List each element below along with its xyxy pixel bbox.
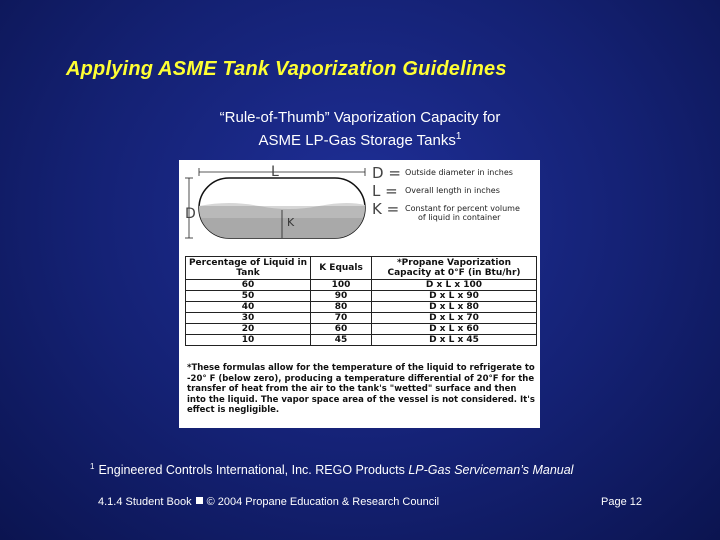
caption-line-2 [140,127,580,150]
figure-caption [140,108,580,150]
cell-formula: D x L x 70 [372,313,537,324]
table-row [186,324,537,335]
cell-percentage: 20 [186,324,311,335]
legend-symbol: D = [372,164,401,182]
caption-footnote-mark: 1 [455,131,462,142]
header-capacity: *Propane Vaporization Capacity at 0°F (in Btu/hr) [372,257,537,280]
cell-formula: D x L x 45 [372,335,537,346]
table-row [186,335,537,346]
table-header-row [186,257,537,280]
label-length: L [271,164,279,180]
table-row [186,313,537,324]
legend-row-l [372,182,540,200]
cell-formula: D x L x 100 [372,280,537,291]
cell-formula: D x L x 60 [372,324,537,335]
table-row [186,280,537,291]
legend-text-line-2: of liquid in container [418,213,501,222]
table-row [186,302,537,313]
diagram-legend [372,164,540,222]
page-number: Page 12 [601,496,642,508]
vaporization-figure [179,160,540,428]
legend-text [405,204,540,222]
footer-copyright: © 2004 Propane Education & Research Council [206,496,440,508]
cell-k: 45 [311,335,372,346]
table-row [186,291,537,302]
legend-text: Overall length in inches [405,186,500,195]
cell-percentage: 30 [186,313,311,324]
cell-percentage: 50 [186,291,311,302]
formula-note: *These formulas allow for the temperature of the liquid to refrigerate to -20° F (below zero), producing a temperature differential of 20°F for the transfer of heat from the air to the tank's "wetted" surface and then into the liquid. The vapor space area of the vessel is not considered. It's effect is negligible. [187,363,535,415]
source-footnote [90,462,573,477]
header-percentage: Percentage of Liquid in Tank [186,257,311,280]
header-k: K Equals [311,257,372,280]
cell-k: 90 [311,291,372,302]
caption-line-2-text: ASME LP-Gas Storage Tanks [258,132,456,149]
footnote-mark: 1 [90,462,95,471]
legend-text: Outside diameter in inches [405,168,513,177]
legend-row-d [372,164,540,182]
caption-line-1: “Rule-of-Thumb” Vaporization Capacity for [219,109,501,126]
label-diameter: D [185,206,196,222]
bullet-square-icon [196,497,203,504]
legend-text-line-1: Constant for percent volume [405,204,520,213]
footnote-text: Engineered Controls International, Inc. REGO Products [98,463,409,478]
footnote-book-title: LP-Gas Serviceman’s Manual [408,463,574,478]
cell-k: 80 [311,302,372,313]
cell-percentage: 10 [186,335,311,346]
label-k: K [287,216,295,229]
capacity-table [185,256,537,346]
cell-percentage: 60 [186,280,311,291]
legend-symbol: K = [372,200,400,218]
cell-k: 100 [311,280,372,291]
cell-formula: D x L x 80 [372,302,537,313]
liquid-fill [199,203,369,238]
legend-row-k [372,200,540,222]
cell-percentage: 40 [186,302,311,313]
footer-left [98,496,439,508]
legend-symbol: L = [372,182,398,200]
slide-title: Applying ASME Tank Vaporization Guidelines [66,58,507,80]
cell-k: 70 [311,313,372,324]
footer-book-label: 4.1.4 Student Book [98,496,192,508]
cell-formula: D x L x 90 [372,291,537,302]
cell-k: 60 [311,324,372,335]
